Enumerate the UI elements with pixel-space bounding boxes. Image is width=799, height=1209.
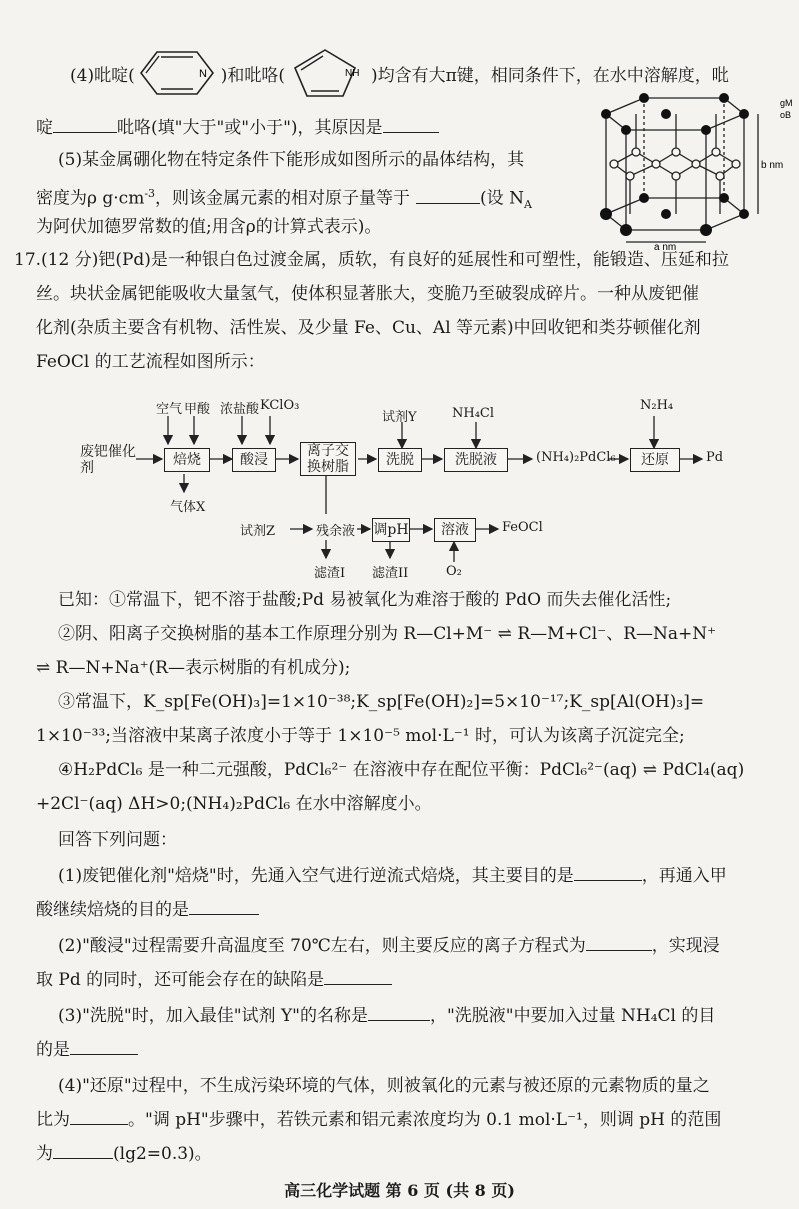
question-3-line2 [36, 1038, 138, 1062]
crystal-width-label: a nm [654, 242, 677, 252]
crystal-structure-figure [584, 92, 799, 252]
flow-step-adjust-ph: 调pH [372, 518, 410, 542]
pyridine-n-label: N [198, 68, 207, 80]
avogadro-sub: A [523, 198, 532, 212]
flow-step-eluate: 洗脱液 [444, 448, 508, 472]
q16-part4-line2-a: 啶 [36, 118, 53, 138]
flow-step-reduce: 还原 [630, 448, 680, 472]
question-2-text-a: (2)"酸浸"过程需要升高温度至 70℃左右，则主要反应的离子方程式为 [58, 936, 586, 956]
answer-blank-q3a[interactable] [368, 1004, 430, 1021]
question-4-text-e: (lg2=0.3)。 [113, 1144, 212, 1164]
q17-intro-3: 化剂(杂质主要含有机物、活性炭、及少量 Fe、Cu、Al 等元素)中回收钯和类芬顿催化剂 [36, 318, 701, 338]
flow-feed-label: 废钯催化剂 [80, 444, 136, 476]
pyridine-ring-icon [135, 46, 221, 100]
question-2-text-c: 取 Pd 的同时，还可能会存在的缺陷是 [36, 970, 325, 990]
question-3-text-b: ，"洗脱液"中要加入过量 NH₄Cl 的目 [429, 1006, 716, 1026]
q16-part4-text-b: )和吡咯( [220, 66, 285, 86]
process-flow-diagram [80, 392, 780, 584]
flow-filter-residue-1: 滤渣I [314, 566, 346, 581]
question-1-text-c: 酸继续焙烧的目的是 [36, 900, 189, 920]
flow-step-solution: 溶液 [434, 518, 476, 542]
question-2-line1 [58, 934, 720, 958]
q16-part5-text-c: (设 N [480, 188, 524, 209]
flow-filter-residue-2: 滤渣II [372, 566, 409, 581]
known-3a: ③常温下，K_sp[Fe(OH)₃]=1×10⁻³⁸;K_sp[Fe(OH)₂]=5×10⁻¹⁷;K_sp[Al(OH)₃]= [58, 692, 705, 712]
known-4a: ④H₂PdCl₆ 是一种二元强酸，PdCl₆²⁻ 在溶液中存在配位平衡：PdCl₆²⁻(aq) ⇌ PdCl₄(aq) [58, 760, 745, 780]
q16-part4-text-c: )均含有大π键，相同条件下，在水中溶解度，吡 [370, 66, 729, 86]
q17-intro-1: 17.(12 分)钯(Pd)是一种银白色过渡金属，质软，有良好的延展性和可塑性，能锻造、压延和拉 [14, 250, 729, 270]
question-4-text-d: 为 [36, 1144, 53, 1164]
question-4-line1: (4)"还原"过程中，不生成污染环境的气体，则被氧化的元素与被还原的元素物质的量之 [58, 1076, 710, 1096]
flow-step-ion-exchange: 离子交换树脂 [300, 442, 356, 476]
answer-blank-q1a[interactable] [574, 864, 642, 881]
page-footer: 高三化学试题 第 6 页 (共 8 页) [284, 1181, 515, 1200]
q17-intro-4: FeOCl 的工艺流程如图所示： [36, 352, 265, 372]
crystal-legend-boron: oB [780, 110, 792, 120]
q16-part5-text-b: ，则该金属元素的相对原子量等于 [155, 188, 411, 209]
q16-part4-line2 [36, 116, 439, 140]
question-3-text-c: 的是 [36, 1040, 70, 1060]
flow-arrows [80, 392, 780, 584]
answer-blank-4b[interactable] [383, 116, 439, 133]
flow-reagent-n2h4: N₂H₄ [640, 398, 674, 413]
question-2-text-b: ，实现浸 [651, 936, 720, 956]
known-2b: ⇌ R—N+Na⁺(R—表示树脂的有机成分); [36, 658, 351, 678]
answer-blank-4a[interactable] [53, 116, 117, 133]
question-4-text-b: 比为 [36, 1110, 70, 1130]
flow-step-acid-leach: 酸浸 [232, 448, 276, 472]
flow-step-elute: 洗脱 [378, 448, 422, 472]
flow-gas-x: 气体X [170, 500, 206, 515]
flow-reagent-nh4cl: NH₄Cl [452, 406, 495, 421]
flow-reagent-air: 空气 [156, 402, 183, 417]
answer-blank-5[interactable] [416, 187, 480, 204]
flow-reagent-hcl: 浓盐酸 [220, 402, 260, 417]
density-unit-sup: -3 [144, 187, 156, 200]
question-1-text-a: (1)废钯催化剂"焙烧"时，先通入空气进行逆流式焙烧，其主要目的是 [58, 866, 574, 886]
q17-intro-2: 丝。块状金属钯能吸收大量氢气，使体积显著胀大，变脆乃至破裂成碎片。一种从废钯催 [36, 284, 699, 304]
answer-blank-q2b[interactable] [324, 968, 392, 985]
question-4-line2 [36, 1108, 721, 1132]
answer-blank-q4a[interactable] [70, 1108, 128, 1125]
flow-product-pd: Pd [706, 450, 724, 465]
q16-part4-line2-b: 吡咯(填"大于"或"小于")，其原因是 [117, 118, 383, 138]
pyrrole-structure [285, 46, 371, 107]
crystal-legend-metal: gM [780, 98, 793, 108]
question-4-line3 [36, 1142, 212, 1166]
question-3-text-a: (3)"洗脱"时，加入最佳"试剂 Y"的名称是 [58, 1006, 368, 1026]
known-3b: 1×10⁻³³;当溶液中某离子浓度小于等于 1×10⁻⁵ mol·L⁻¹ 时，可认为该离子沉淀完全; [36, 726, 685, 746]
q16-part5-line2 [36, 182, 532, 217]
flow-residue-liquid: 残余液 [314, 520, 357, 539]
answer-blank-q1b[interactable] [189, 898, 259, 915]
questions-lead: 回答下列问题： [58, 830, 177, 850]
density-text: 密度为ρ g·cm [36, 188, 145, 209]
question-1-text-b: ，再通入甲 [641, 866, 727, 886]
q16-part5-line1: (5)某金属硼化物在特定条件下能形成如图所示的晶体结构，其 [58, 150, 525, 170]
flow-product-feocl: FeOCl [502, 520, 543, 535]
pyrrole-nh-label: NH [344, 68, 360, 79]
question-1-line2 [36, 898, 259, 922]
question-2-line2 [36, 968, 392, 992]
question-1-line1 [58, 864, 727, 888]
flow-reagent-formic-acid: 甲酸 [184, 402, 211, 417]
q16-part5-line3: 为阿伏加德罗常数的值;用含ρ的计算式表示)。 [36, 217, 382, 237]
answer-blank-q4b[interactable] [53, 1142, 113, 1159]
flow-reagent-kclo3: KClO₃ [260, 398, 300, 413]
q16-part4-text-a: (4)吡啶( [70, 66, 135, 86]
flow-reagent-o2: O₂ [446, 564, 462, 579]
pyridine-structure [135, 46, 221, 107]
flow-reagent-y: 试剂Y [382, 410, 417, 425]
crystal-lattice-diagram [584, 92, 799, 252]
known-1: 已知：①常温下，钯不溶于盐酸;Pd 易被氧化为难溶于酸的 PdO 而失去催化活性; [58, 590, 672, 610]
crystal-height-label: b nm [761, 160, 784, 171]
known-4b: +2Cl⁻(aq) ΔH>0;(NH₄)₂PdCl₆ 在水中溶解度小。 [36, 794, 432, 814]
flow-step-roast: 焙烧 [164, 448, 210, 472]
pyrrole-ring-icon [285, 46, 371, 100]
known-2a: ②阴、阳离子交换树脂的基本工作原理分别为 R—Cl+M⁻ ⇌ R—M+Cl⁻、R—Na+N⁺ [58, 624, 717, 644]
flow-reagent-z: 试剂Z [240, 524, 276, 539]
question-4-text-c: 。"调 pH"步骤中，若铁元素和铝元素浓度均为 0.1 mol·L⁻¹，则调 pH 的范围 [128, 1110, 722, 1130]
flow-product-salt: (NH₄)₂PdCl₆ [536, 450, 616, 465]
answer-blank-q2a[interactable] [586, 934, 652, 951]
question-3-line1 [58, 1004, 715, 1028]
answer-blank-q3b[interactable] [70, 1038, 138, 1055]
